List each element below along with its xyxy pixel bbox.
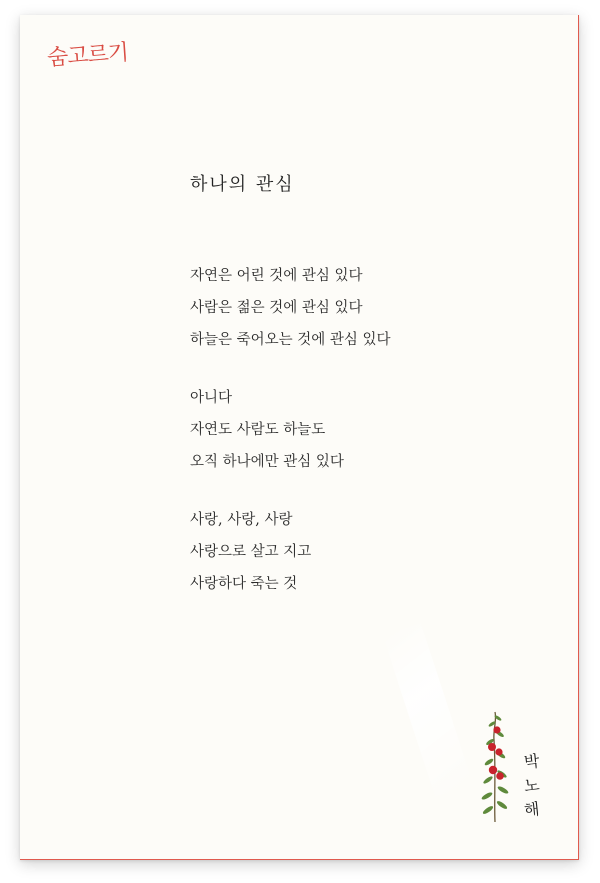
author-signature (517, 750, 547, 822)
poem-stanza (190, 504, 530, 600)
author-char: 노 (523, 775, 541, 796)
author-char: 박 (523, 751, 541, 772)
brand-logo[interactable]: 숨고르기 (46, 40, 129, 71)
poem-line: 사랑하다 죽는 것 (190, 576, 298, 592)
poem-line: 아니다 (190, 390, 233, 406)
poem-stanza (190, 382, 530, 478)
poem-line: 자연은 어린 것에 관심 있다 (190, 268, 363, 284)
poem-card (20, 15, 579, 860)
poem-line: 오직 하나에만 관심 있다 (190, 454, 344, 470)
poem-line: 사랑, 사랑, 사랑 (190, 512, 293, 528)
light-glare (383, 623, 474, 797)
poem-line: 자연도 사람도 하늘도 (190, 422, 326, 438)
poem-title: 하나의 관심 (190, 174, 295, 195)
poem-line: 사랑으로 살고 지고 (190, 544, 312, 560)
poem-line: 하늘은 죽어오는 것에 관심 있다 (190, 332, 391, 348)
poem-line: 사람은 젊은 것에 관심 있다 (190, 300, 363, 316)
author-char: 해 (523, 799, 541, 820)
berry-sprig-icon (475, 710, 515, 825)
poem-stanza (190, 260, 530, 356)
poem-body (190, 260, 530, 626)
